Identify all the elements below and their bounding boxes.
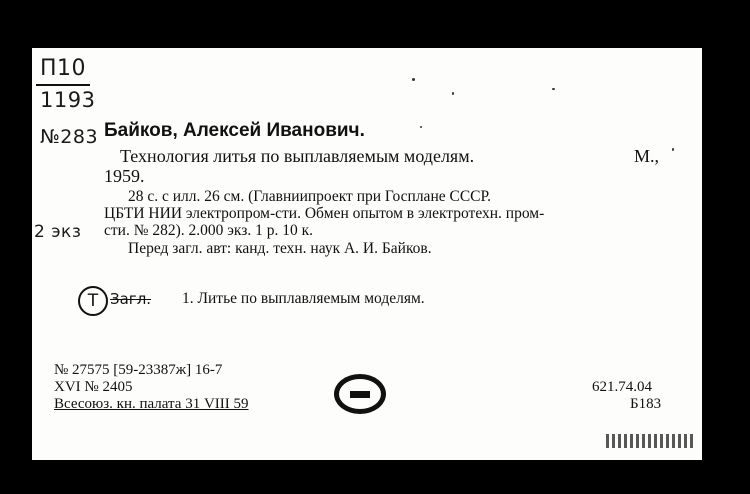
shelf-mark-1: П10 — [40, 56, 87, 81]
shelf-mark-2: 1193 — [40, 88, 96, 112]
author: Байков, Алексей Иванович. — [104, 120, 365, 141]
library-stamp — [334, 374, 386, 414]
udc-code: 621.74.04 — [592, 379, 652, 395]
tracing-marker: Т — [78, 286, 108, 316]
publication-place: М., — [634, 146, 660, 166]
speck — [672, 148, 674, 151]
stamp-mark — [350, 391, 370, 398]
ink-smudge — [606, 434, 696, 448]
description-line-2: ЦБТИ НИИ электропром-сти. Обмен опытом в электротехн. пром- — [104, 205, 545, 222]
description-line-3: сти. № 282). 2.000 экз. 1 р. 10 к. — [104, 222, 314, 239]
publication-year: 1959. — [104, 166, 145, 186]
registry-line-2: XVI № 2405 — [54, 379, 133, 395]
book-title: Технология литья по выплавляемым моделям. — [120, 146, 475, 166]
author-note: Перед загл. авт: канд. техн. наук А. И. Байков. — [128, 240, 432, 257]
catalog-card — [32, 48, 702, 460]
entry-number: №283 — [40, 126, 99, 148]
classification-code: Б183 — [630, 396, 662, 412]
tracing-text: 1. Литье по выплавляемым моделям. — [182, 290, 425, 307]
registry-line-3: Всесоюз. кн. палата 31 VIII 59 — [54, 396, 249, 412]
copies-note: 2 экз — [34, 222, 82, 242]
shelf-mark-divider — [36, 84, 90, 86]
speck — [420, 126, 422, 128]
description-line-1: 28 с. с илл. 26 см. (Главниипроект при Госплане СССР. — [128, 188, 492, 205]
tracing-struck-text: Загл. — [110, 290, 152, 308]
speck — [452, 92, 454, 95]
speck — [552, 88, 555, 90]
speck — [412, 78, 415, 81]
registry-line-1: № 27575 [59-23387ж] 16-7 — [54, 362, 223, 378]
